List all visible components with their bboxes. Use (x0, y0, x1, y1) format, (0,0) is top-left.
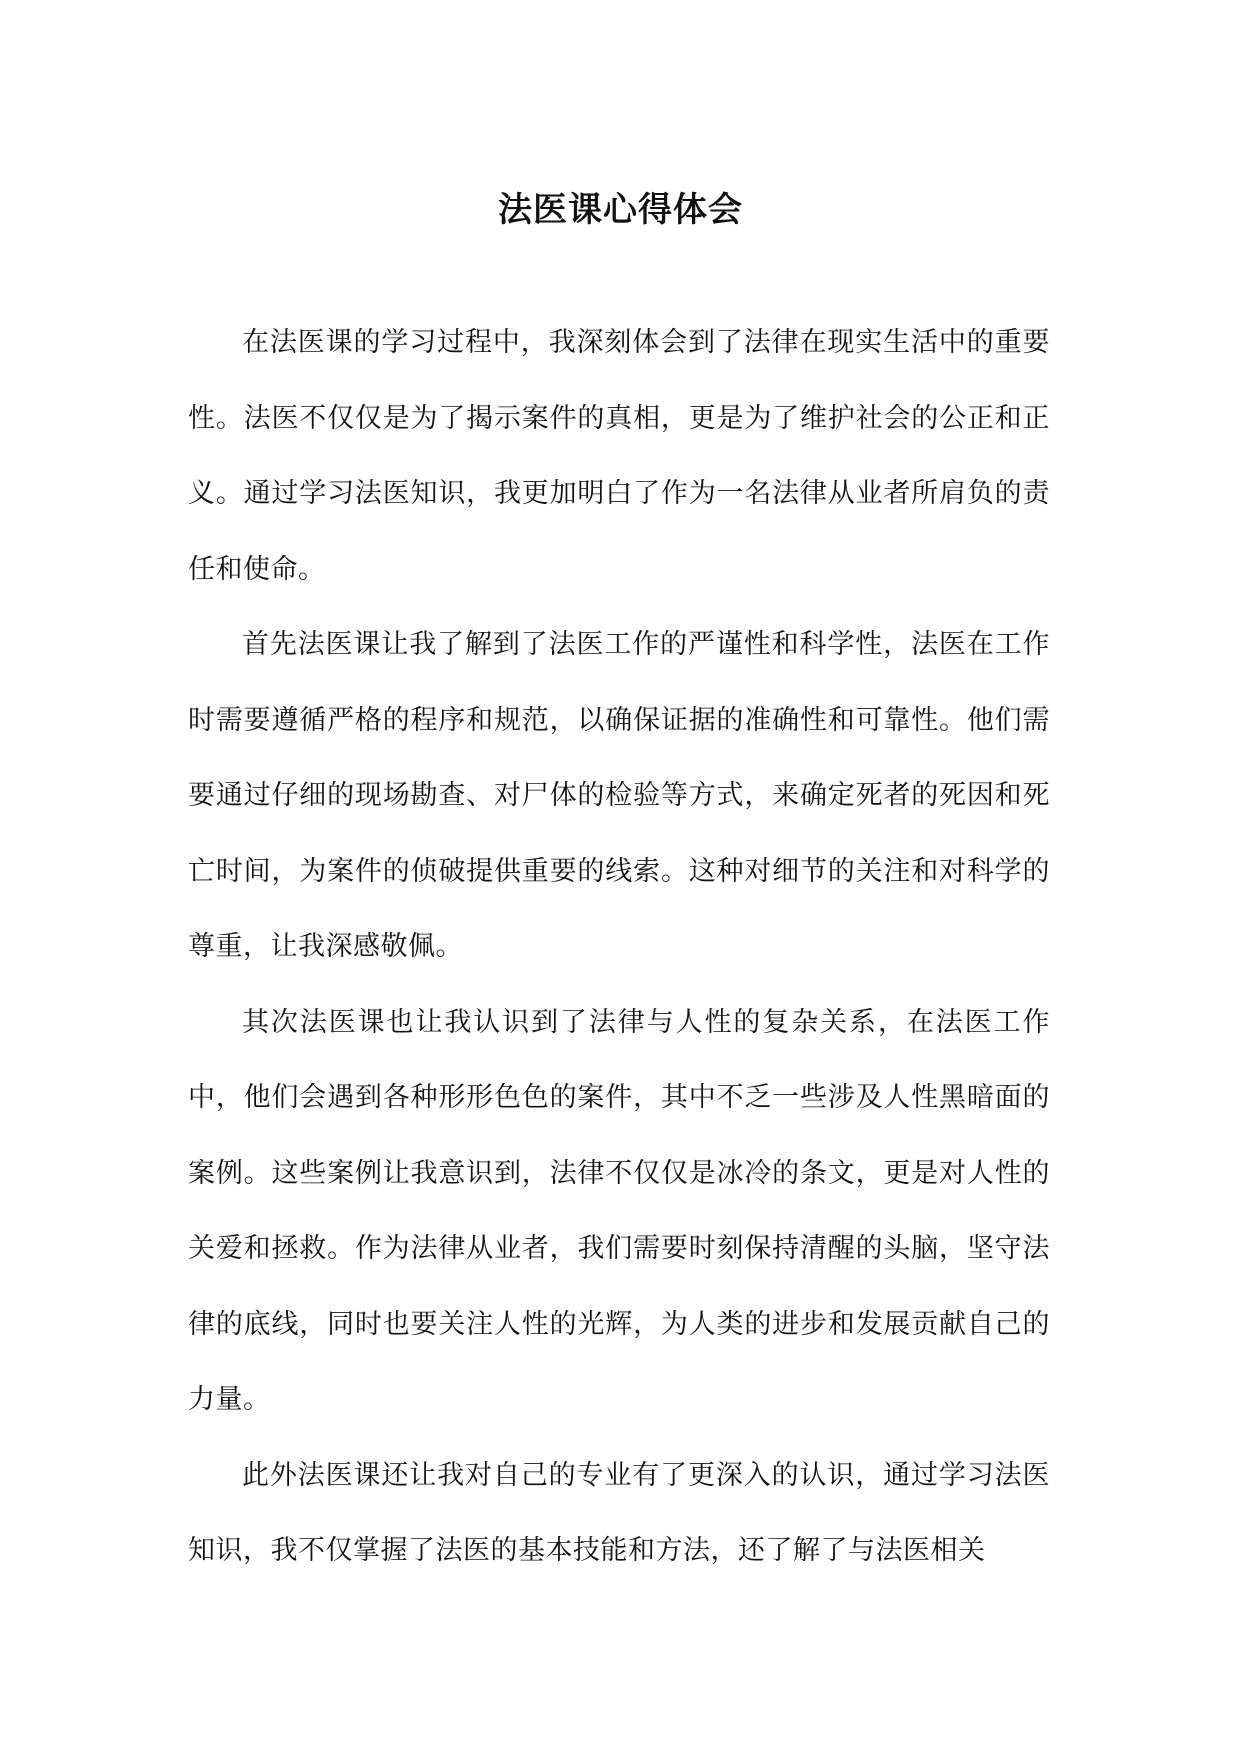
document-title: 法医课心得体会 (498, 190, 743, 230)
paragraph-2: 首先法医课让我了解到了法医工作的严谨性和科学性，法医在工作时需要遵循严格的程序和规范，以确保证据的准确性和可靠性。他们需要通过仔细的现场勘查、对尸体的检验等方式，来确定死者的死因和死亡时间，为案件的侦破提供重要的线索。这种对细节的关注和对科学的尊重，让我深感敬佩。 (188, 629, 1050, 962)
paragraph-4: 此外法医课还让我对自己的专业有了更深入的认识，通过学习法医知识，我不仅掌握了法医的基本技能和方法，还了解了与法医相关 (188, 1459, 1050, 1566)
paragraph-1: 在法医课的学习过程中，我深刻体会到了法律在现实生活中的重要性。法医不仅仅是为了揭示案件的真相，更是为了维护社会的公正和正义。通过学习法医知识，我更加明白了作为一名法律从业者所肩负的责任和使命。 (188, 327, 1050, 585)
document-body (188, 305, 1050, 1589)
paragraph-3: 其次法医课也让我认识到了法律与人性的复杂关系，在法医工作中，他们会遇到各种形形色色的案件，其中不乏一些涉及人性黑暗面的案例。这些案例让我意识到，法律不仅仅是冰冷的条文，更是对人性的关爱和拯救。作为法律从业者，我们需要时刻保持清醒的头脑，坚守法律的底线，同时也要关注人性的光辉，为人类的进步和发展贡献自己的力量。 (188, 1006, 1050, 1415)
